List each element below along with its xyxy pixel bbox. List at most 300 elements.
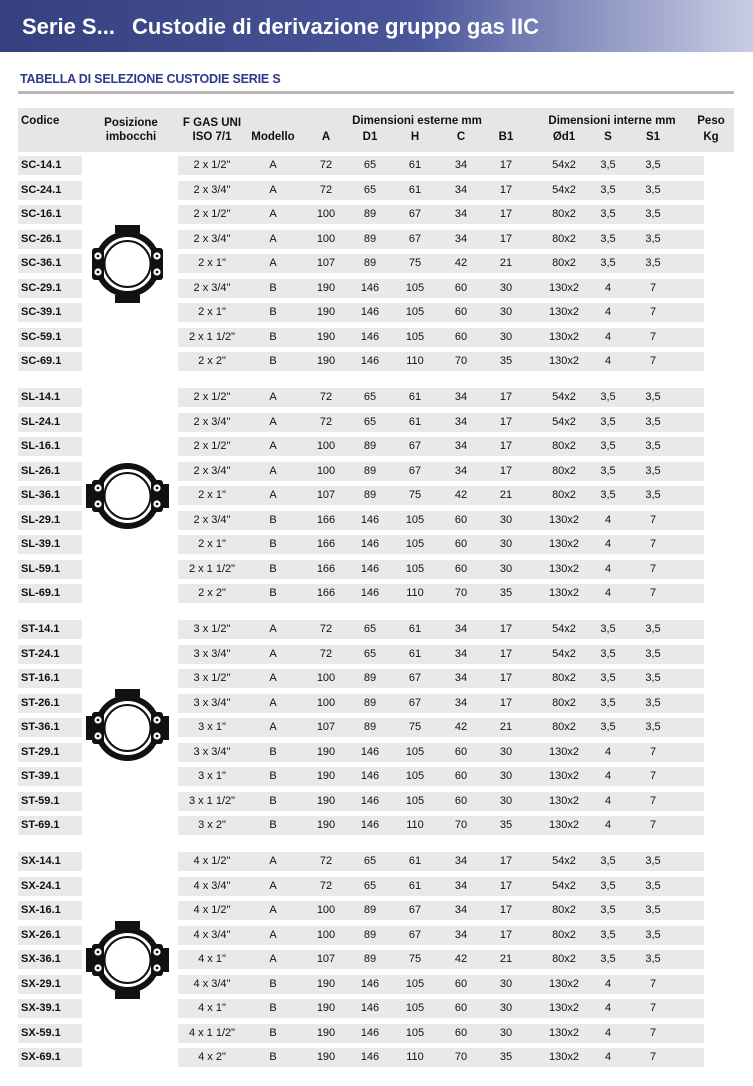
cell-a: 100	[316, 440, 336, 452]
cell-b1: 35	[499, 355, 513, 367]
cell-modello: A	[269, 904, 277, 916]
cell-modello: A	[269, 623, 277, 635]
cell-fgas: 2 x 1"	[198, 306, 226, 318]
cell-s1: 3,5	[645, 647, 661, 660]
cell-c: 60	[454, 1026, 468, 1039]
cell-a: 72	[319, 879, 333, 892]
screw-head	[156, 255, 159, 258]
cell-codice: SC-16.1	[21, 208, 62, 220]
cell-od1: 80x2	[552, 928, 576, 941]
cell-b1: 17	[499, 879, 513, 892]
cell-h: 61	[408, 415, 422, 428]
screw-head	[97, 255, 100, 258]
col-posizione-1: Posizione	[104, 117, 158, 129]
cell-d1: 146	[360, 794, 380, 807]
cell-od1: 130x2	[549, 330, 579, 343]
table-row	[18, 535, 734, 554]
cell-h: 105	[405, 794, 425, 807]
col-c: C	[456, 131, 466, 143]
cell-d1: 89	[363, 440, 377, 452]
cell-h: 110	[406, 355, 424, 367]
cell-b1: 17	[499, 672, 513, 684]
cell-modello: B	[269, 513, 277, 526]
cell-s: 4	[604, 745, 612, 758]
cell-codice: SC-24.1	[21, 183, 62, 196]
cell-od1: 80x2	[552, 953, 576, 965]
cell-s1: 7	[649, 330, 657, 343]
cell-s1: 3,5	[645, 208, 661, 220]
cell-s1: 3,5	[645, 855, 661, 867]
cell-s1: 3,5	[645, 183, 661, 196]
cell-s: 3,5	[600, 721, 616, 733]
housing-inner-ring	[101, 701, 155, 755]
col-s1: S1	[645, 131, 661, 143]
cell-a: 107	[316, 953, 336, 965]
cell-a: 190	[316, 1051, 336, 1063]
three-openings-icon	[85, 688, 170, 768]
two-openings-side-icon	[85, 456, 170, 536]
cell-a: 190	[316, 977, 336, 990]
cell-fgas: 2 x 3/4"	[193, 281, 231, 294]
cell-modello: B	[269, 1051, 277, 1063]
cell-codice: SX-29.1	[21, 977, 61, 990]
cell-modello: B	[269, 330, 277, 343]
screw-head	[156, 951, 159, 954]
cell-b1: 30	[499, 513, 513, 526]
cell-fgas: 3 x 3/4"	[193, 647, 231, 660]
cell-od1: 54x2	[552, 623, 576, 635]
cell-b1: 17	[499, 464, 513, 477]
screw-head	[97, 271, 100, 274]
cell-s: 3,5	[600, 489, 616, 501]
cell-fgas: 2 x 1/2"	[193, 440, 231, 452]
cell-c: 60	[454, 538, 468, 550]
table-row	[18, 388, 734, 407]
cell-modello: B	[269, 977, 277, 990]
cell-d1: 89	[363, 464, 377, 477]
cell-fgas: 4 x 3/4"	[193, 928, 231, 941]
screw-head	[97, 735, 100, 738]
col-fgas-1: F GAS UNI	[182, 117, 242, 129]
cell-s1: 7	[649, 1002, 657, 1014]
cell-fgas: 2 x 2"	[198, 587, 226, 599]
cell-fgas: 2 x 1"	[198, 538, 226, 550]
cell-b1: 30	[499, 562, 513, 575]
cell-od1: 54x2	[552, 415, 576, 428]
cell-h: 75	[408, 257, 422, 269]
cell-a: 72	[319, 159, 333, 171]
cell-c: 34	[454, 391, 468, 403]
cell-modello: A	[269, 257, 277, 269]
cell-s: 3,5	[600, 464, 616, 477]
cell-fgas: 2 x 1/2"	[193, 208, 231, 220]
cell-c: 34	[454, 696, 468, 709]
cell-a: 190	[316, 794, 336, 807]
cell-a: 100	[316, 696, 336, 709]
cell-fgas: 2 x 3/4"	[193, 415, 231, 428]
cell-od1: 130x2	[549, 1002, 579, 1014]
cell-codice: SX-24.1	[21, 879, 61, 892]
cell-od1: 80x2	[552, 232, 576, 245]
cell-od1: 80x2	[552, 904, 576, 916]
cell-d1: 146	[360, 538, 380, 550]
cell-fgas: 2 x 3/4"	[193, 183, 231, 196]
cell-d1: 65	[363, 623, 377, 635]
cell-b1: 30	[499, 306, 513, 318]
cell-d1: 89	[363, 672, 377, 684]
cell-a: 72	[319, 647, 333, 660]
cell-b1: 17	[499, 440, 513, 452]
cell-s: 4	[604, 819, 612, 831]
cell-h: 105	[405, 977, 425, 990]
cell-od1: 130x2	[549, 355, 579, 367]
cell-codice: SL-14.1	[21, 391, 61, 403]
cell-b1: 30	[499, 1026, 513, 1039]
cell-d1: 146	[360, 587, 380, 599]
cell-codice: ST-14.1	[21, 623, 60, 635]
cell-modello: B	[269, 562, 277, 575]
cell-fgas: 2 x 1/2"	[193, 159, 231, 171]
col-posizione-2: imbocchi	[105, 131, 157, 143]
cell-fgas: 3 x 1"	[198, 721, 226, 733]
cell-modello: A	[269, 464, 277, 477]
cell-codice: SX-39.1	[21, 1002, 61, 1014]
cell-modello: B	[269, 819, 277, 831]
cell-s: 3,5	[600, 672, 616, 684]
cell-h: 67	[408, 672, 422, 684]
cell-a: 107	[316, 257, 336, 269]
cell-h: 105	[405, 538, 425, 550]
cell-od1: 130x2	[549, 281, 579, 294]
cell-c: 34	[454, 440, 468, 452]
cell-h: 61	[408, 623, 422, 635]
cell-d1: 146	[360, 977, 380, 990]
cell-a: 107	[316, 489, 336, 501]
cell-fgas: 3 x 2"	[198, 819, 226, 831]
four-openings-icon	[85, 920, 170, 1000]
cell-c: 34	[454, 159, 468, 171]
cell-c: 60	[454, 745, 468, 758]
cell-h: 67	[408, 440, 422, 452]
table-row	[18, 792, 734, 811]
table-row	[18, 1024, 734, 1043]
cell-d1: 89	[363, 696, 377, 709]
cell-fgas: 4 x 3/4"	[193, 879, 231, 892]
col-od1: Ød1	[552, 131, 576, 143]
cell-b1: 35	[499, 587, 513, 599]
cell-s: 4	[604, 1002, 612, 1014]
cell-od1: 80x2	[552, 696, 576, 709]
cell-a: 190	[316, 819, 336, 831]
cell-fgas: 3 x 1/2"	[193, 672, 231, 684]
cell-d1: 146	[360, 355, 380, 367]
cell-d1: 146	[360, 306, 380, 318]
table-row	[18, 901, 734, 920]
cell-a: 107	[316, 721, 336, 733]
cell-h: 67	[408, 464, 422, 477]
cell-codice: SL-39.1	[21, 538, 61, 550]
cell-fgas: 2 x 1 1/2"	[188, 330, 236, 343]
cell-c: 42	[454, 953, 468, 965]
cell-codice: SC-59.1	[21, 330, 62, 343]
cell-s: 4	[604, 306, 612, 318]
cell-codice: ST-36.1	[21, 721, 60, 733]
table-row	[18, 669, 734, 688]
cell-a: 166	[316, 587, 336, 599]
cell-modello: B	[269, 770, 277, 782]
cell-a: 100	[316, 464, 336, 477]
cell-b1: 17	[499, 415, 513, 428]
cell-od1: 130x2	[549, 306, 579, 318]
cell-d1: 65	[363, 183, 377, 196]
cell-c: 34	[454, 879, 468, 892]
cell-od1: 130x2	[549, 745, 579, 758]
cell-b1: 30	[499, 770, 513, 782]
cell-codice: ST-39.1	[21, 770, 60, 782]
cell-fgas: 2 x 2"	[198, 355, 226, 367]
table-row	[18, 816, 734, 835]
cell-od1: 130x2	[549, 770, 579, 782]
cell-codice: SL-16.1	[21, 440, 61, 452]
cell-fgas: 2 x 1"	[198, 257, 226, 269]
series-label: Serie S...	[22, 14, 115, 39]
cell-d1: 146	[360, 562, 380, 575]
cell-modello: A	[269, 232, 277, 245]
cell-od1: 54x2	[552, 391, 576, 403]
cell-b1: 17	[499, 208, 513, 220]
cell-modello: B	[269, 1002, 277, 1014]
cell-s: 4	[604, 330, 612, 343]
cell-h: 105	[405, 1002, 425, 1014]
cell-a: 190	[316, 306, 336, 318]
table-row	[18, 560, 734, 579]
cell-s1: 7	[649, 819, 657, 831]
cell-od1: 130x2	[549, 562, 579, 575]
cell-h: 105	[405, 745, 425, 758]
cell-s: 4	[604, 281, 612, 294]
cell-d1: 146	[360, 281, 380, 294]
cell-od1: 80x2	[552, 464, 576, 477]
col-a: A	[321, 131, 331, 143]
cell-od1: 54x2	[552, 855, 576, 867]
cell-od1: 130x2	[549, 538, 579, 550]
cell-h: 67	[408, 904, 422, 916]
cell-codice: SC-29.1	[21, 281, 62, 294]
cell-modello: A	[269, 159, 277, 171]
page-title: Custodie di derivazione gruppo gas IIC	[132, 14, 540, 39]
cell-s1: 7	[649, 794, 657, 807]
cell-d1: 65	[363, 391, 377, 403]
cell-s1: 3,5	[645, 415, 661, 428]
cell-b1: 30	[499, 330, 513, 343]
cell-s: 3,5	[600, 623, 616, 635]
cell-b1: 30	[499, 538, 513, 550]
cell-s1: 7	[649, 306, 657, 318]
cell-s1: 3,5	[645, 489, 661, 501]
table-row	[18, 156, 734, 175]
cell-d1: 146	[360, 513, 380, 526]
cell-a: 166	[316, 562, 336, 575]
cell-modello: A	[269, 440, 277, 452]
cell-od1: 80x2	[552, 489, 576, 501]
cell-s1: 3,5	[645, 464, 661, 477]
cell-fgas: 3 x 1"	[198, 770, 226, 782]
cell-od1: 130x2	[549, 1026, 579, 1039]
cell-od1: 54x2	[552, 159, 576, 171]
table-row	[18, 852, 734, 871]
cell-b1: 35	[499, 819, 513, 831]
cell-s1: 3,5	[645, 623, 661, 635]
housing-inner-ring	[101, 469, 155, 523]
cell-s1: 3,5	[645, 672, 661, 684]
subtitle-divider	[18, 91, 734, 94]
cell-d1: 65	[363, 647, 377, 660]
cell-s: 3,5	[600, 904, 616, 916]
cell-b1: 17	[499, 183, 513, 196]
cell-s1: 3,5	[645, 953, 661, 965]
cell-s: 3,5	[600, 879, 616, 892]
screw-head	[97, 967, 100, 970]
cell-codice: SX-16.1	[21, 904, 61, 916]
cell-s: 3,5	[600, 391, 616, 403]
cell-s1: 3,5	[645, 721, 661, 733]
cell-a: 72	[319, 623, 333, 635]
cell-c: 42	[454, 257, 468, 269]
screw-head	[156, 719, 159, 722]
cell-codice: SC-36.1	[21, 257, 62, 269]
cell-s1: 3,5	[645, 879, 661, 892]
cell-modello: B	[269, 306, 277, 318]
cell-od1: 80x2	[552, 208, 576, 220]
cell-s1: 7	[649, 562, 657, 575]
cell-h: 105	[405, 281, 425, 294]
cell-b1: 35	[499, 1051, 513, 1063]
cell-d1: 146	[360, 330, 380, 343]
cell-a: 100	[316, 232, 336, 245]
cell-modello: A	[269, 489, 277, 501]
cell-b1: 17	[499, 928, 513, 941]
cell-d1: 146	[360, 1026, 380, 1039]
cell-s1: 3,5	[645, 257, 661, 269]
cell-codice: ST-26.1	[21, 696, 60, 709]
cell-od1: 80x2	[552, 257, 576, 269]
cell-a: 100	[316, 672, 336, 684]
cell-h: 67	[408, 696, 422, 709]
cell-a: 166	[316, 513, 336, 526]
cell-s: 4	[604, 513, 612, 526]
cell-s1: 7	[649, 355, 657, 367]
cell-codice: ST-16.1	[21, 672, 60, 684]
cell-s1: 7	[649, 1051, 657, 1063]
screw-head	[97, 719, 100, 722]
cell-codice: SC-14.1	[21, 159, 62, 171]
table-row	[18, 437, 734, 456]
cell-modello: A	[269, 855, 277, 867]
cell-a: 72	[319, 855, 333, 867]
cell-od1: 130x2	[549, 1051, 579, 1063]
screw-head	[156, 735, 159, 738]
cell-modello: A	[269, 953, 277, 965]
cell-modello: B	[269, 281, 277, 294]
cell-d1: 65	[363, 879, 377, 892]
cell-c: 70	[454, 587, 468, 599]
cell-od1: 130x2	[549, 513, 579, 526]
cell-fgas: 2 x 1/2"	[193, 391, 231, 403]
cell-modello: A	[269, 696, 277, 709]
cell-s: 3,5	[600, 953, 616, 965]
table-row	[18, 767, 734, 786]
cell-codice: SL-36.1	[21, 489, 61, 501]
cell-c: 34	[454, 928, 468, 941]
cell-d1: 89	[363, 928, 377, 941]
cell-codice: ST-59.1	[21, 794, 60, 807]
cell-a: 72	[319, 183, 333, 196]
cell-c: 60	[454, 513, 468, 526]
table-row	[18, 877, 734, 896]
cell-fgas: 3 x 3/4"	[193, 745, 231, 758]
cell-modello: A	[269, 721, 277, 733]
cell-s: 3,5	[600, 159, 616, 171]
cell-s1: 3,5	[645, 904, 661, 916]
cell-h: 105	[405, 330, 425, 343]
cell-s: 4	[604, 1026, 612, 1039]
screw-head	[156, 967, 159, 970]
cell-c: 34	[454, 904, 468, 916]
table-row	[18, 645, 734, 664]
cell-od1: 54x2	[552, 183, 576, 196]
cell-fgas: 4 x 3/4"	[193, 977, 231, 990]
table-row	[18, 1048, 734, 1067]
table-row	[18, 328, 734, 347]
cell-b1: 17	[499, 391, 513, 403]
cell-d1: 89	[363, 904, 377, 916]
cell-h: 61	[408, 391, 422, 403]
cell-modello: A	[269, 672, 277, 684]
cell-fgas: 2 x 3/4"	[193, 232, 231, 245]
cell-codice: SL-24.1	[21, 415, 61, 428]
cell-modello: B	[269, 355, 277, 367]
cell-s: 3,5	[600, 183, 616, 196]
cell-b1: 17	[499, 159, 513, 171]
cell-h: 105	[405, 562, 425, 575]
cell-s1: 7	[649, 513, 657, 526]
cell-modello: B	[269, 587, 277, 599]
cell-modello: A	[269, 208, 277, 220]
cell-d1: 65	[363, 855, 377, 867]
cell-fgas: 3 x 1/2"	[193, 623, 231, 635]
cell-c: 34	[454, 183, 468, 196]
cell-c: 70	[454, 819, 468, 831]
cell-od1: 130x2	[549, 977, 579, 990]
cell-s: 3,5	[600, 232, 616, 245]
cell-od1: 80x2	[552, 440, 576, 452]
cell-s1: 7	[649, 745, 657, 758]
cell-a: 190	[316, 770, 336, 782]
cell-h: 105	[405, 770, 425, 782]
cell-h: 110	[406, 819, 424, 831]
cell-s1: 7	[649, 538, 657, 550]
cell-c: 60	[454, 794, 468, 807]
cell-s: 4	[604, 587, 612, 599]
cell-a: 190	[316, 1026, 336, 1039]
cell-b1: 17	[499, 904, 513, 916]
cell-c: 60	[454, 562, 468, 575]
cell-d1: 65	[363, 159, 377, 171]
cell-codice: SX-59.1	[21, 1026, 61, 1039]
cell-codice: SL-26.1	[21, 464, 61, 477]
cell-b1: 21	[499, 721, 513, 733]
cell-h: 105	[405, 1026, 425, 1039]
